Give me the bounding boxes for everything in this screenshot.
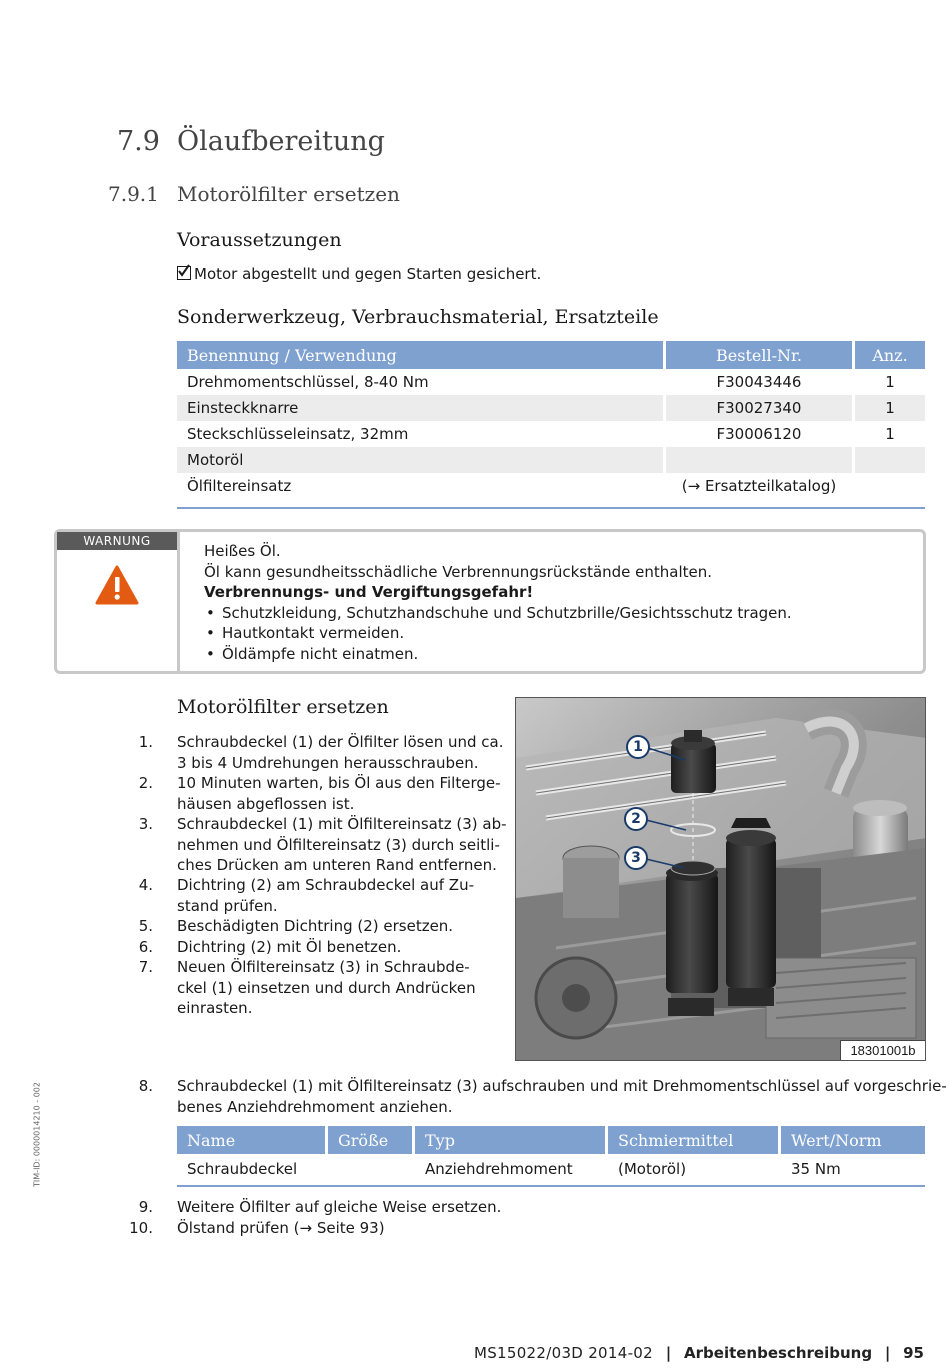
section-number: 7.9 (117, 126, 160, 157)
subsection-number: 7.9.1 (108, 182, 159, 206)
table-row (177, 369, 925, 395)
step-text (177, 814, 507, 876)
warning-text (204, 541, 792, 664)
subsection-title: Motorölfilter ersetzen (177, 182, 400, 206)
torque-table (174, 1126, 928, 1184)
warning-line-2: Öl kann gesundheitsschädliche Verbrennungsrückstände enthalten. (204, 562, 713, 581)
page-number: 95 (903, 1344, 924, 1362)
step-line: Schraubdeckel (1) mit Ölfiltereinsatz (3) aufschrauben und mit Drehmomentschlüssel auf vorgeschrie- (177, 1077, 947, 1095)
list-item: • Schutzkleidung, Schutzhandschuhe und Schutzbrille/Gesichtsschutz tragen. (222, 603, 792, 624)
step-number: 2. (138, 774, 153, 792)
list-item: • Öldämpfe nicht einatmen. (222, 644, 792, 665)
list-item: • Hautkontakt vermeiden. (222, 623, 792, 644)
step-text (177, 1076, 947, 1117)
step-line: Beschädigten Dichtring (2) ersetzen. (177, 917, 454, 935)
warning-bullets (204, 603, 792, 665)
torque-header: Typ (415, 1126, 605, 1154)
step-number: 3. (138, 815, 153, 833)
engine-illustration (516, 698, 926, 1061)
warning-label: WARNUNG (57, 532, 177, 550)
tools-cell: F30043446 (716, 373, 802, 391)
footer-section: Arbeitenbeschreibung (684, 1344, 873, 1362)
tools-table (174, 341, 928, 499)
table-row (177, 395, 925, 421)
warning-line-1: Heißes Öl. (204, 542, 281, 560)
step-line: Dichtring (2) mit Öl benetzen. (177, 938, 402, 956)
step-text (177, 937, 401, 958)
tools-cell: Motoröl (177, 447, 663, 473)
step-number: 1. (138, 733, 153, 751)
step-number: 4. (138, 876, 153, 894)
figure-id: 18301001b (840, 1040, 926, 1061)
tim-id: TIM-ID: 0000014210 - 002 (32, 1082, 42, 1187)
step-line: Schraubdeckel (1) der Ölfilter lösen und ca. (177, 733, 504, 751)
tools-cell: (→ Ersatzteilkatalog) (681, 477, 837, 495)
prerequisite-item (177, 264, 541, 285)
step-line: ckel (1) einsetzen und durch Andrücken (177, 978, 476, 997)
checkbox-checked-icon (177, 266, 191, 280)
tools-cell: 1 (855, 395, 925, 421)
step-line: 10 Minuten warten, bis Öl aus den Filterge- (177, 774, 501, 792)
tools-cell: 1 (885, 373, 895, 391)
step-number: 5. (138, 917, 153, 935)
table-row (177, 447, 925, 473)
tools-cell: Ölfiltereinsatz (187, 477, 292, 495)
footer-separator: | (665, 1344, 672, 1362)
callout-label: 1 (633, 739, 643, 755)
torque-header: Name (177, 1126, 325, 1154)
torque-header: Schmiermittel (608, 1126, 778, 1154)
step-number: 10. (129, 1219, 153, 1237)
step-line: 3 bis 4 Umdrehungen herausschrauben. (177, 753, 479, 772)
torque-header: Größe (328, 1126, 412, 1154)
warning-separator (177, 532, 180, 674)
torque-table-rule (177, 1185, 925, 1187)
table-bottom-rule (177, 507, 925, 509)
tools-header-name: Benennung / Verwendung (177, 341, 663, 369)
footer-separator: | (884, 1344, 891, 1362)
step-line: einrasten. (177, 999, 253, 1017)
table-row (177, 1154, 925, 1184)
torque-cell: (Motoröl) (618, 1160, 687, 1178)
tools-cell: Steckschlüsseleinsatz, 32mm (187, 425, 409, 443)
step-text (177, 732, 503, 773)
step-line: häusen abgeflossen ist. (177, 794, 355, 813)
table-row (177, 473, 925, 499)
step-number: 9. (138, 1198, 153, 1216)
prerequisite-text: Motor abgestellt und gegen Starten gesichert. (194, 265, 542, 283)
tools-cell (666, 447, 852, 473)
warning-triangle-icon (95, 565, 139, 609)
tools-heading: Sonderwerkzeug, Verbrauchsmaterial, Ersatzteile (177, 306, 659, 328)
prerequisites-heading: Voraussetzungen (177, 229, 342, 251)
step-text (177, 916, 453, 937)
table-row (177, 421, 925, 447)
tools-cell (855, 447, 925, 473)
page-footer (474, 1344, 924, 1362)
tools-cell: Drehmomentschlüssel, 8-40 Nm (187, 373, 429, 391)
footer-doc-id: MS15022/03D 2014-02 (473, 1344, 653, 1362)
torque-cell (328, 1154, 412, 1184)
engine-figure (515, 697, 926, 1061)
tools-cell: Einsteckknarre (177, 395, 663, 421)
step-line: nehmen und Ölfiltereinsatz (3) durch seitli- (177, 835, 500, 854)
tools-cell: F30006120 (716, 425, 802, 443)
torque-cell: Anziehdrehmoment (425, 1160, 573, 1178)
step-text (177, 773, 501, 814)
torque-cell: 35 Nm (791, 1160, 841, 1178)
torque-cell: Schraubdeckel (187, 1160, 298, 1178)
callout-label: 3 (631, 850, 641, 866)
step-number: 6. (138, 938, 153, 956)
step-text: Weitere Ölfilter auf gleiche Weise ersetzen. (177, 1198, 502, 1216)
tools-header-qty: Anz. (855, 341, 925, 369)
step-text: Ölstand prüfen (→ Seite 93) (177, 1219, 385, 1237)
tools-cell (855, 473, 925, 499)
section-title: Ölaufbereitung (177, 126, 385, 157)
step-line: stand prüfen. (177, 896, 278, 915)
step-text (177, 957, 476, 1019)
tools-header-order-no: Bestell-Nr. (666, 341, 852, 369)
tools-cell: 1 (885, 425, 895, 443)
step-line: benes Anziehdrehmoment anziehen. (177, 1097, 453, 1116)
step-text (177, 875, 474, 916)
step-line: Schraubdeckel (1) mit Ölfiltereinsatz (3) ab- (177, 815, 507, 833)
procedure-heading: Motorölfilter ersetzen (177, 696, 389, 718)
warning-line-3: Verbrennungs- und Vergiftungsgefahr! (204, 583, 534, 601)
step-number: 7. (138, 958, 153, 976)
tools-cell: F30027340 (666, 395, 852, 421)
step-number: 8. (138, 1077, 153, 1095)
step-line: ches Drücken am unteren Rand entfernen. (177, 856, 497, 874)
step-line: Dichtring (2) am Schraubdeckel auf Zu- (177, 876, 474, 894)
step-line: Neuen Ölfiltereinsatz (3) in Schraubde- (177, 958, 470, 976)
torque-header: Wert/Norm (781, 1126, 925, 1154)
callout-label: 2 (631, 811, 641, 827)
